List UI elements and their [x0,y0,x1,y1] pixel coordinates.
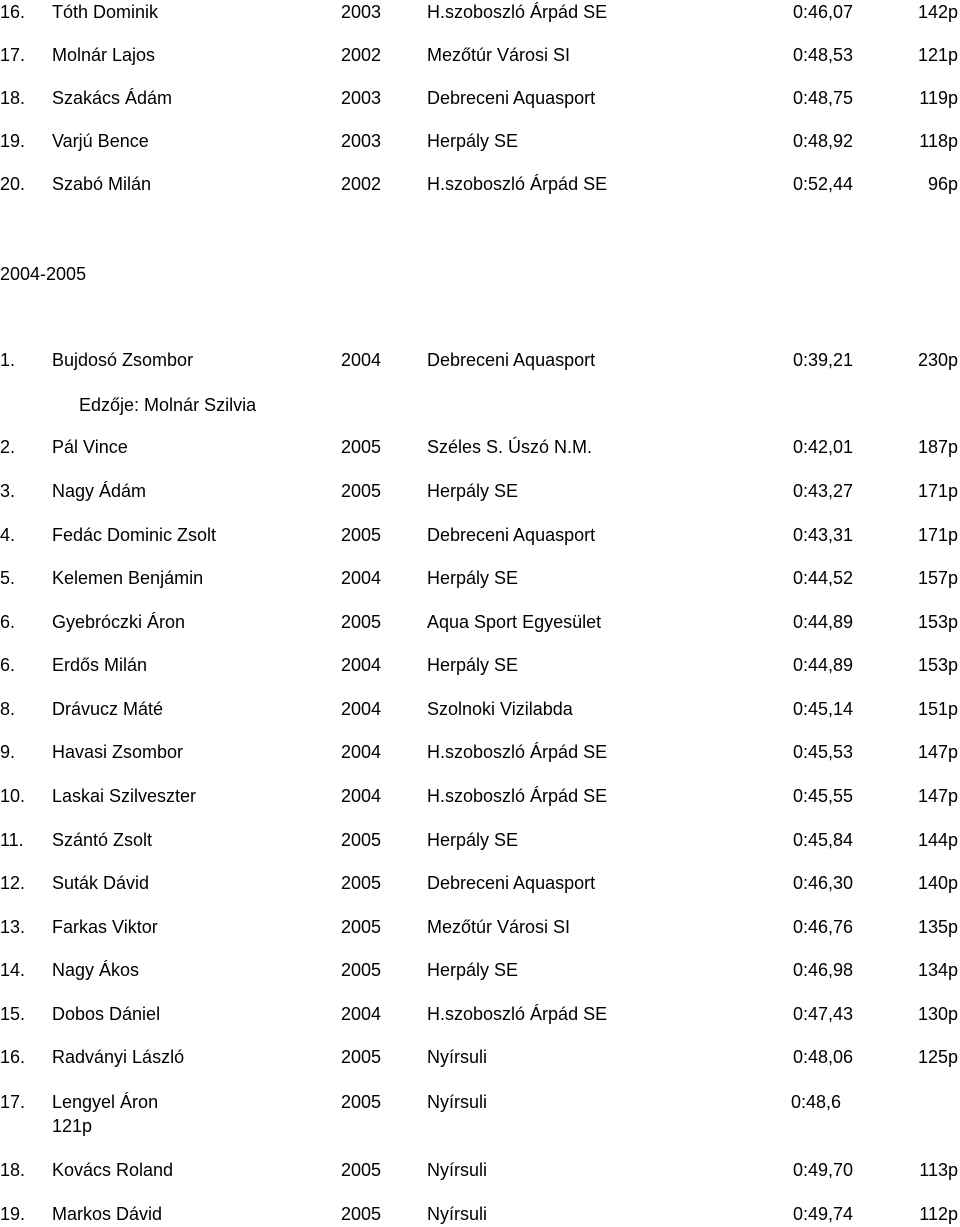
club: Herpály SE [427,655,519,675]
rank: 18. [0,1160,26,1180]
points: 171p [917,525,958,545]
time: 0:44,89 [792,612,853,632]
time: 0:45,55 [792,786,853,806]
result-row [0,1202,960,1226]
rank: 11. [0,830,24,850]
swimmer-name: Szakács Ádám [52,88,173,108]
club: Herpály SE [427,131,519,151]
swimmer-name: Havasi Zsombor [52,742,184,762]
club: Mezőtúr Városi SI [427,45,571,65]
birth-year: 2002 [341,45,382,65]
points: 140p [917,873,958,893]
birth-year: 2005 [341,873,382,893]
club: Mezőtúr Városi SI [427,917,571,937]
birth-year: 2005 [341,481,382,501]
time: 0:44,89 [792,655,853,675]
rank: 13. [0,917,26,937]
birth-year: 2005 [341,917,382,937]
time: 0:46,98 [792,960,853,980]
result-row [0,740,960,764]
time: 0:49,74 [792,1204,853,1224]
rank: 1. [0,350,16,370]
rank: 18. [0,88,26,108]
time: 0:42,01 [792,437,853,457]
rank: 10. [0,786,26,806]
birth-year: 2005 [341,437,382,457]
time: 0:48,6 [790,1092,841,1112]
time: 0:48,75 [792,88,853,108]
club: Herpály SE [427,568,519,588]
swimmer-name: Suták Dávid [52,873,150,893]
birth-year: 2003 [341,88,382,108]
birth-year: 2005 [341,1160,382,1180]
swimmer-name: Lengyel Áron [52,1092,159,1112]
swimmer-name: Szabó Milán [52,174,152,194]
time: 0:39,21 [792,350,853,370]
time: 0:45,14 [792,699,853,719]
club: H.szoboszló Árpád SE [427,174,608,194]
time: 0:45,84 [792,830,853,850]
coach-note: Edzője: Molnár Szilvia [79,395,257,415]
points: 119p [919,88,958,108]
result-row [0,653,960,677]
points: 157p [917,568,958,588]
club: Nyírsuli [427,1047,488,1067]
club: Herpály SE [427,481,519,501]
rank: 6. [0,612,16,632]
time: 0:45,53 [792,742,853,762]
birth-year: 2004 [341,568,382,588]
birth-year: 2005 [341,830,382,850]
birth-year: 2005 [341,960,382,980]
points: 144p [917,830,958,850]
birth-year: 2004 [341,786,382,806]
time: 0:49,70 [792,1160,853,1180]
swimmer-name: Tóth Dominik [52,2,159,22]
result-row [0,1045,960,1069]
time: 0:48,53 [792,45,853,65]
points: 171p [917,481,958,501]
birth-year: 2002 [341,174,382,194]
rank: 20. [0,174,26,194]
result-row [0,871,960,895]
result-row [0,479,960,503]
rank: 4. [0,525,16,545]
rank: 2. [0,437,16,457]
birth-year: 2004 [341,655,382,675]
time: 0:46,30 [792,873,853,893]
rank: 3. [0,481,16,501]
result-row [0,697,960,721]
rank: 17. [0,1092,26,1112]
club: Herpály SE [427,830,519,850]
swimmer-name: Nagy Ádám [52,481,147,501]
swimmer-name: Molnár Lajos [52,45,156,65]
club: H.szoboszló Árpád SE [427,742,608,762]
swimmer-name: Gyebróczki Áron [52,612,186,632]
result-row [0,348,960,372]
points: 151p [917,699,958,719]
points: 147p [917,786,958,806]
time: 0:46,07 [792,2,853,22]
birth-year: 2005 [341,1204,382,1224]
swimmer-name: Kovács Roland [52,1160,174,1180]
club: Nyírsuli [427,1204,488,1224]
rank: 8. [0,699,16,719]
club: Aqua Sport Egyesület [427,612,602,632]
club: Nyírsuli [427,1092,488,1112]
points: 121p [917,45,958,65]
rank: 9. [0,742,16,762]
birth-year: 2005 [341,1092,382,1112]
club: Herpály SE [427,960,519,980]
club: Szolnoki Vizilabda [427,699,573,719]
points: 121p [52,1116,93,1136]
result-row [0,566,960,590]
swimmer-name: Farkas Viktor [52,917,158,937]
rank: 15. [0,1004,26,1024]
time: 0:43,27 [792,481,853,501]
result-row [0,0,960,24]
result-row [0,86,960,110]
birth-year: 2005 [341,612,382,632]
swimmer-name: Nagy Ákos [52,960,140,980]
points: 96p [927,174,958,194]
result-row [0,172,960,196]
club: Debreceni Aquasport [427,525,596,545]
swimmer-name: Bujdosó Zsombor [52,350,194,370]
rank: 19. [0,1204,26,1224]
result-row [0,784,960,808]
club: H.szoboszló Árpád SE [427,786,608,806]
points: 187p [917,437,958,457]
result-row [0,828,960,852]
swimmer-name: Erdős Milán [52,655,148,675]
points: 125p [917,1047,958,1067]
swimmer-name: Drávucz Máté [52,699,164,719]
result-row [0,1090,960,1138]
points: 230p [917,350,958,370]
swimmer-name: Szántó Zsolt [52,830,153,850]
birth-year: 2003 [341,131,382,151]
points: 153p [917,655,958,675]
birth-year: 2005 [341,1047,382,1067]
birth-year: 2003 [341,2,382,22]
swimmer-name: Laskai Szilveszter [52,786,197,806]
points: 113p [919,1160,958,1180]
club: Debreceni Aquasport [427,350,596,370]
rank: 6. [0,655,16,675]
points: 142p [917,2,958,22]
time: 0:46,76 [792,917,853,937]
rank: 19. [0,131,26,151]
points: 147p [917,742,958,762]
club: Debreceni Aquasport [427,873,596,893]
swimmer-name: Fedác Dominic Zsolt [52,525,217,545]
result-row [0,915,960,939]
result-row [0,43,960,67]
points: 130p [917,1004,958,1024]
result-row [0,1158,960,1182]
time: 0:52,44 [792,174,853,194]
rank: 16. [0,1047,26,1067]
club: Debreceni Aquasport [427,88,596,108]
club: Széles S. Úszó N.M. [427,437,593,457]
category-heading: 2004-2005 [0,264,87,284]
swimmer-name: Radványi László [52,1047,185,1067]
rank: 5. [0,568,16,588]
club: Nyírsuli [427,1160,488,1180]
points: 134p [917,960,958,980]
time: 0:48,06 [792,1047,853,1067]
birth-year: 2004 [341,742,382,762]
time: 0:47,43 [792,1004,853,1024]
swimmer-name: Markos Dávid [52,1204,163,1224]
points: 112p [919,1204,958,1224]
result-row [0,958,960,982]
result-row [0,129,960,153]
birth-year: 2004 [341,1004,382,1024]
rank: 14. [0,960,26,980]
birth-year: 2004 [341,699,382,719]
points: 153p [917,612,958,632]
rank: 12. [0,873,26,893]
swimmer-name: Dobos Dániel [52,1004,161,1024]
birth-year: 2004 [341,350,382,370]
time: 0:44,52 [792,568,853,588]
swimmer-name: Pál Vince [52,437,128,457]
swimmer-name: Kelemen Benjámin [52,568,204,588]
result-row [0,523,960,547]
result-row [0,610,960,634]
rank: 17. [0,45,26,65]
time: 0:48,92 [792,131,853,151]
club: H.szoboszló Árpád SE [427,2,608,22]
time: 0:43,31 [792,525,853,545]
result-row [0,1002,960,1026]
points: 118p [919,131,958,151]
club: H.szoboszló Árpád SE [427,1004,608,1024]
result-row [0,435,960,459]
swimmer-name: Varjú Bence [52,131,149,151]
points: 135p [917,917,958,937]
rank: 16. [0,2,26,22]
birth-year: 2005 [341,525,382,545]
